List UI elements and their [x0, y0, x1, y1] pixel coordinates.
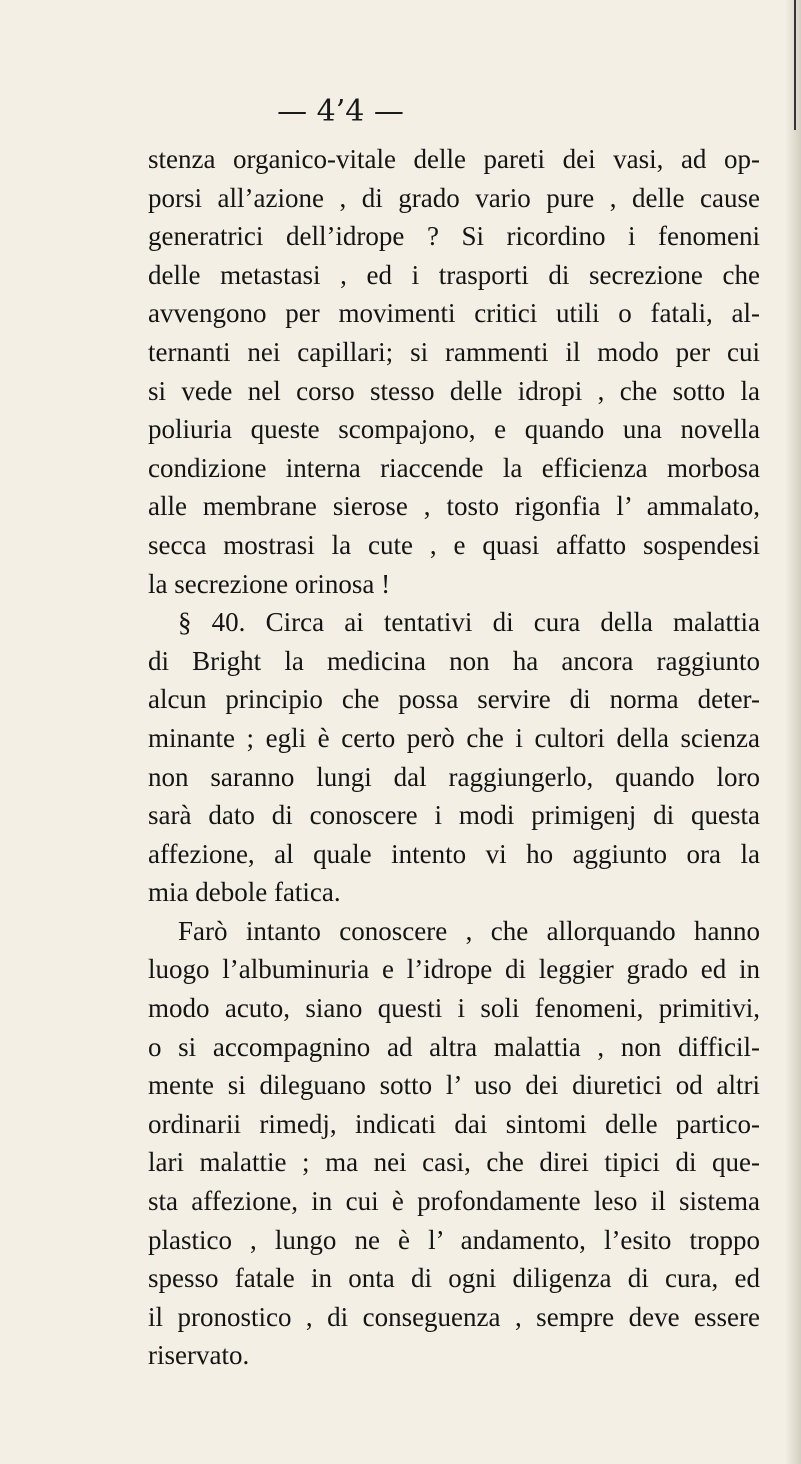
text-line: avvengono per movimenti critici utili o fatali, al-: [148, 298, 760, 329]
text-line: sarà dato di conoscere i modi primigenj di questa: [148, 800, 760, 831]
page-number: — 4’4 —: [277, 94, 404, 129]
text-line: il pronostico , di conseguenza , sempre deve essere: [148, 1301, 760, 1332]
text-line: ordinarii rimedj, indicati dai sintomi delle partico-: [148, 1108, 760, 1139]
page-edge-line: [794, 0, 796, 130]
text-line: si vede nel corso stesso delle idropi , che sotto la: [148, 375, 760, 406]
text-line: porsi all’azione , di grado vario pure , delle cause: [148, 182, 760, 213]
text-line: sta affezione, in cui è profondamente leso il sistema: [148, 1186, 760, 1217]
text-line: generatrici dell’idrope ? Si ricordino i fenomeni: [148, 221, 760, 252]
text-line: alle membrane sierose , tosto rigonfia l’ ammalato,: [148, 491, 760, 522]
text-line: modo acuto, siano questi i soli fenomeni, primitivi,: [148, 993, 760, 1024]
text-line: minante ; egli è certo però che i cultori della scienza: [148, 722, 760, 753]
text-line: lari malattie ; ma nei casi, che direi tipici di que-: [148, 1147, 760, 1178]
text-line: o si accompagnino ad altra malattia , non difficil-: [148, 1031, 760, 1062]
text-line: plastico , lungo ne è l’ andamento, l’esito troppo: [148, 1224, 760, 1255]
paragraph-start-line: Farò intanto conoscere , che allorquando hanno: [178, 915, 760, 946]
text-line: di Bright la medicina non ha ancora raggiunto: [148, 645, 760, 676]
text-line: mente si dileguano sotto l’ uso dei diuretici od altri: [148, 1070, 760, 1101]
text-line: stenza organico-vitale delle pareti dei vasi, ad op-: [148, 144, 760, 174]
text-line: delle metastasi , ed i trasporti di secrezione che: [148, 259, 760, 290]
text-line: condizione interna riaccende la efficienza morbosa: [148, 452, 760, 483]
text-line: ternanti nei capillari; si rammenti il modo per cui: [148, 336, 760, 367]
text-line: la secrezione orinosa !: [148, 568, 391, 599]
text-line: luogo l’albuminuria e l’idrope di leggier grado ed in: [148, 954, 760, 985]
text-line: riservato.: [148, 1340, 250, 1371]
text-line: poliuria queste scompajono, e quando una novella: [148, 414, 760, 445]
section-heading-line: § 40. Circa ai tentativi di cura della malattia: [178, 607, 760, 638]
text-line: secca mostrasi la cute , e quasi affatto sospendesi: [148, 529, 760, 560]
text-line: affezione, al quale intento vi ho aggiunto ora la: [148, 838, 760, 869]
page-edge-shadow: [785, 0, 801, 1464]
text-line: mia debole fatica.: [148, 877, 341, 908]
text-line: alcun principio che possa servire di norma deter-: [148, 684, 760, 715]
text-line: non saranno lungi dal raggiungerlo, quando loro: [148, 761, 760, 792]
body-text: [148, 140, 760, 1375]
text-line: spesso fatale in onta di ogni diligenza di cura, ed: [148, 1263, 760, 1294]
